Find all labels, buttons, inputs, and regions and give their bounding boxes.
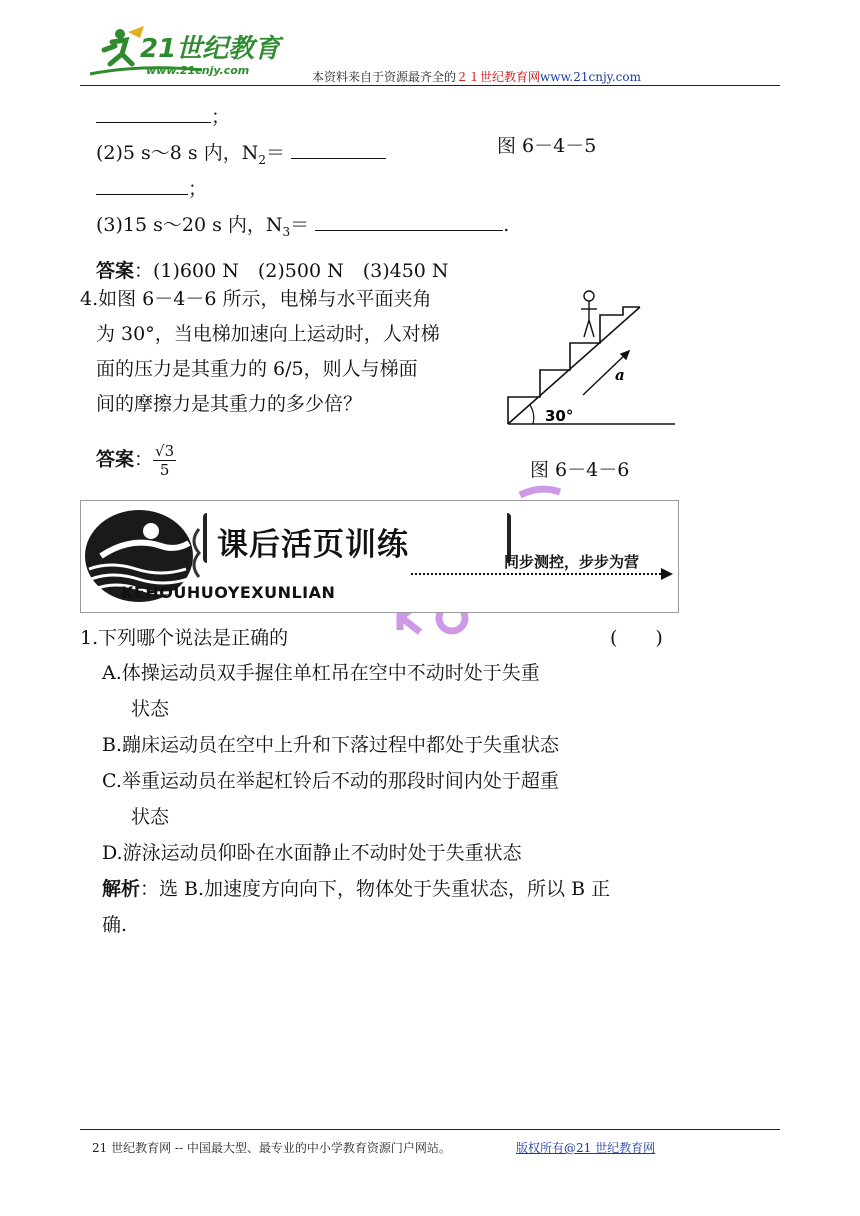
logo-url: www.21cnjy.com: [146, 64, 250, 77]
banner-slogan: 同步测控，步步为营: [504, 553, 640, 571]
footer-copyright-link[interactable]: 版权所有@21 世纪教育网: [516, 1141, 656, 1155]
q1-option-b: B.蹦床运动员在空中上升和下落过程中都处于失重状态: [102, 734, 560, 756]
q4-answer: 答案： $\frac{√3}{5}$: [96, 442, 175, 479]
section-banner: [80, 500, 679, 613]
logo-text: 21世纪教育: [140, 34, 281, 64]
banner-title-box: [203, 513, 511, 563]
q4-line-3: 面的压力是其重力的 6/5，则人与梯面: [96, 358, 418, 380]
person-icon: [581, 291, 597, 337]
q3-part2-cont-line: ；: [96, 176, 207, 201]
header-source-line: 本资料来自于资源最齐全的２１世纪教育网www.21cnjy.com: [312, 70, 641, 84]
accel-label: a: [615, 366, 625, 384]
q4-line-1: 4.如图 6－4－6 所示，电梯与水平面夹角: [80, 288, 432, 310]
angle-arc-icon: [530, 405, 534, 424]
q1-option-c-cont: 状态: [131, 806, 170, 828]
banner-pinyin: KEHOUHUOYEXUNLIAN: [121, 583, 336, 602]
escalator-figure: [505, 285, 677, 430]
q3-answer: 答案：(1)600 N (2)500 N (3)450 N: [96, 260, 449, 282]
figure-6-4-6-caption: 图 6－4－6: [530, 459, 630, 481]
q1-analysis-cont: 确.: [102, 914, 128, 936]
answer-fraction: $\frac{√3}{5}$: [155, 442, 175, 479]
q4-line-4: 间的摩擦力是其重力的多少倍？: [96, 393, 363, 415]
q3-part3-line: (3)15 s～20 s 内，$N_3=$ .: [96, 214, 510, 239]
q1-answer-paren: ( ): [610, 627, 663, 649]
header-url-link[interactable]: www.21cnjy.com: [540, 70, 641, 84]
q1-option-a-cont: 状态: [131, 698, 170, 720]
stairs-icon: [508, 307, 675, 424]
q1-option-a: A.体操运动员双手握住单杠吊在空中不动时处于失重: [102, 662, 540, 684]
banner-title: 课后活页训练: [217, 527, 409, 563]
angle-label: 30°: [545, 407, 574, 425]
q1-analysis: 解析：选 B.加速度方向向下，物体处于失重状态，所以 B 正: [102, 878, 611, 900]
q1-option-d: D.游泳运动员仰卧在水面静止不动时处于失重状态: [102, 842, 522, 864]
header-rule: [80, 85, 780, 86]
q1-option-c: C.举重运动员在举起杠铃后不动的那段时间内处于超重: [102, 770, 559, 792]
footer-rule: [80, 1129, 780, 1130]
figure-6-4-5-caption: 图 6－4－5: [497, 135, 597, 157]
q4-line-2: 为 30°，当电梯加速向上运动时，人对梯: [96, 323, 440, 345]
q1-stem: 1.下列哪个说法是正确的: [80, 627, 289, 649]
header-site-name[interactable]: ２１世纪教育网: [456, 70, 541, 84]
dotted-arrow-icon: [411, 567, 676, 581]
q3-part2-line: (2)5 s～8 s 内，$N_2=$: [96, 140, 386, 172]
q3-part1-line: ；: [96, 104, 230, 129]
footer-left-text: 21 世纪教育网 -- 中国最大型、最专业的中小学教育资源门户网站。: [92, 1141, 451, 1155]
